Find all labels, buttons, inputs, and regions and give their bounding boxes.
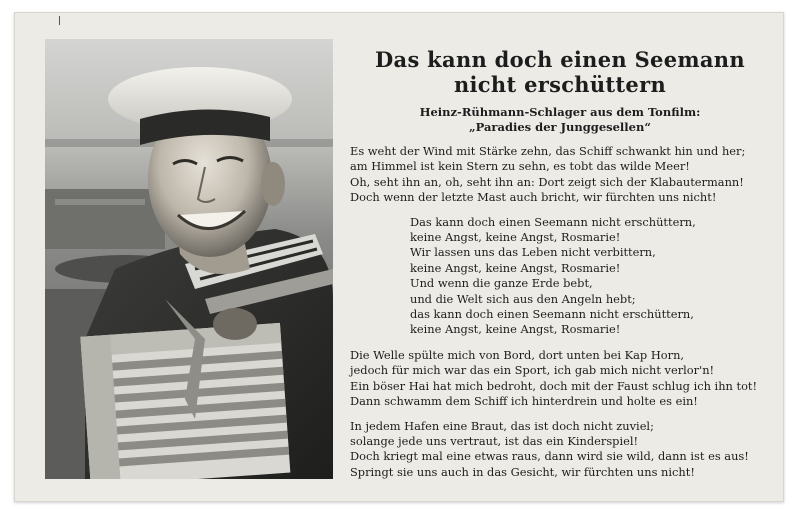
verse-line: Es weht der Wind mit Stärke zehn, das Schiff schwankt hin und her;: [350, 144, 746, 158]
verse-line: Doch wenn der letzte Mast auch bricht, wir fürchten uns nicht!: [350, 190, 717, 205]
verse-1: [350, 144, 770, 206]
verse-line: Doch kriegt mal eine etwas raus, dann wird sie wild, dann ist es aus!: [350, 449, 749, 464]
refrain-line: Wir lassen uns das Leben nicht verbittern,: [410, 245, 656, 260]
subtitle-line: Heinz-Rühmann-Schlager aus dem Tonfilm:: [419, 105, 701, 119]
corner-mark: [59, 16, 60, 25]
refrain-line: keine Angst, keine Angst, Rosmarie!: [410, 322, 621, 337]
subtitle-line: „Paradies der Junggesellen“: [469, 120, 651, 134]
verse-line: Die Welle spülte mich von Bord, dort unten bei Kap Horn,: [350, 347, 685, 362]
refrain-line: und die Welt sich aus den Angeln hebt;: [410, 291, 636, 306]
refrain: [350, 215, 770, 338]
refrain-line: das kann doch einen Seemann nicht erschüttern,: [410, 307, 694, 322]
refrain-line: keine Angst, keine Angst, Rosmarie!: [410, 230, 621, 245]
verse-line: Springt sie uns auch in das Gesicht, wir fürchten uns nicht!: [350, 464, 695, 479]
postcard: [14, 12, 784, 502]
refrain-line: Und wenn die ganze Erde bebt,: [410, 276, 593, 291]
refrain-line: Das kann doch einen Seemann nicht erschüttern,: [410, 214, 696, 229]
verse-line: solange jede uns vertraut, ist das ein Kinderspiel!: [350, 433, 639, 448]
verse-line: In jedem Hafen eine Braut, das ist doch nicht zuviel;: [350, 418, 654, 433]
song-text: [350, 47, 770, 480]
song-title: [350, 47, 770, 97]
verse-line: Oh, seht ihn an, oh, seht ihn an: Dort zeigt sich der Klabautermann!: [350, 174, 744, 189]
song-subtitle: [350, 105, 770, 135]
verse-3: [350, 419, 770, 481]
title-line: Das kann doch einen Seemann: [375, 47, 745, 72]
title-line: nicht erschüttern: [453, 72, 667, 97]
verse-line: Dann schwamm dem Schiff ich hinterdrein und holte es ein!: [350, 394, 698, 409]
verse-line: jedoch für mich war das ein Sport, ich gab mich nicht verlor'n!: [350, 363, 715, 378]
refrain-line: keine Angst, keine Angst, Rosmarie!: [410, 260, 621, 275]
verse-line: am Himmel ist kein Stern zu sehn, es tobt das wilde Meer!: [350, 159, 690, 174]
verse-2: [350, 348, 770, 410]
sailor-photo: [45, 39, 333, 479]
verse-line: Ein böser Hai hat mich bedroht, doch mit der Faust schlug ich ihn tot!: [350, 378, 758, 393]
